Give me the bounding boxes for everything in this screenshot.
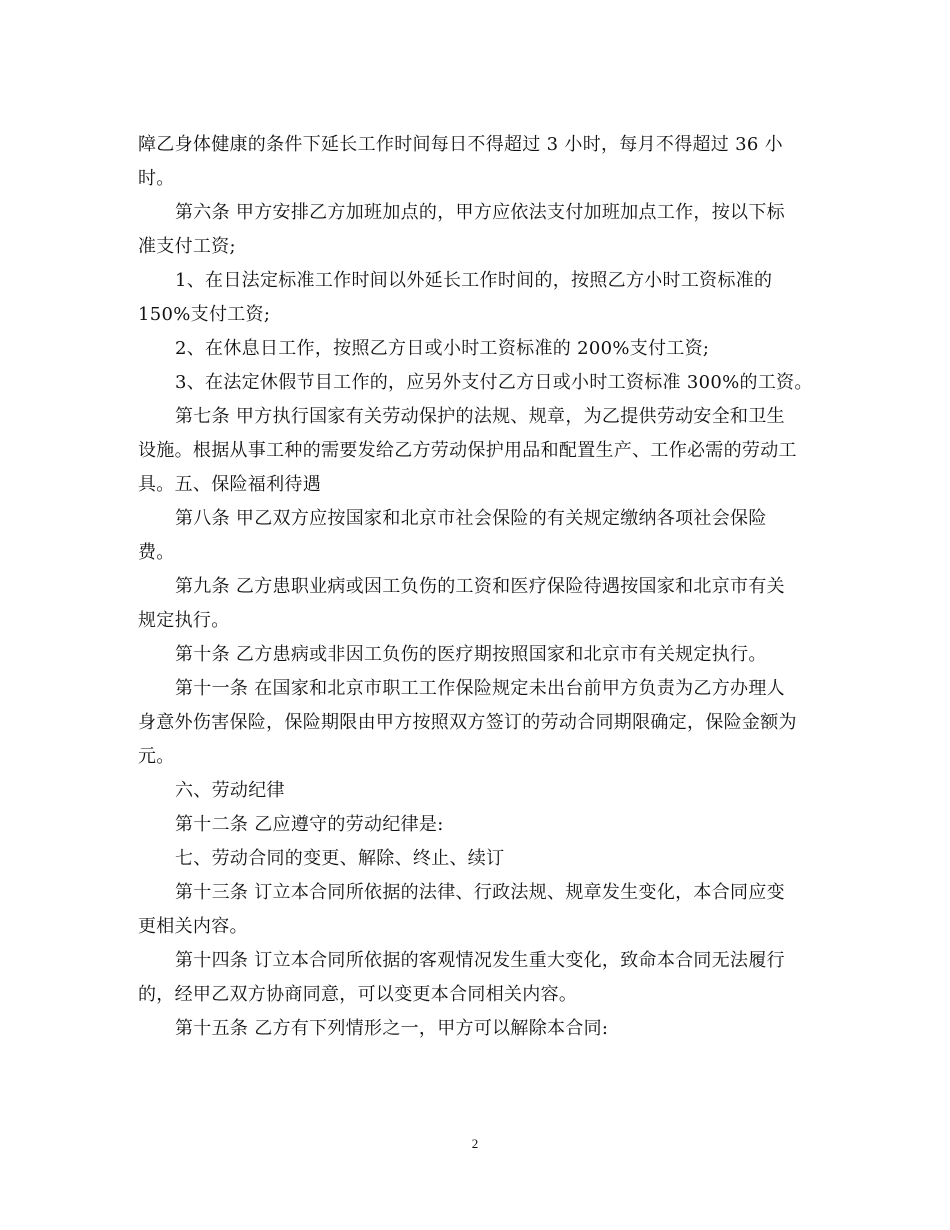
text-line: 准支付工资;: [138, 236, 236, 257]
text-line: 设施。根据从事工种的需要发给乙方劳动保护用品和配置生产、工作必需的劳动工: [138, 440, 797, 461]
text-line: 2、在休息日工作，按照乙方日或小时工资标准的 200%支付工资;: [175, 338, 710, 359]
text-line: 第十三条 订立本合同所依据的法律、行政法规、规章发生变化，本合同应变: [175, 882, 785, 903]
text-line: 3、在法定休假节目工作的，应另外支付乙方日或小时工资标准 300%的工资。: [175, 372, 813, 393]
text-line: 具。五、保险福利待遇: [138, 474, 321, 495]
text-line: 更相关内容。: [138, 916, 248, 937]
text-line: 第十四条 订立本合同所依据的客观情况发生重大变化，致命本合同无法履行: [175, 950, 785, 971]
text-line: 150%支付工资;: [138, 304, 271, 325]
text-line: 的，经甲乙双方协商同意，可以变更本合同相关内容。: [138, 984, 578, 1005]
section-heading: 七、劳动合同的变更、解除、终止、续订: [175, 848, 505, 869]
text-line: 第八条 甲乙双方应按国家和北京市社会保险的有关规定缴纳各项社会保险: [175, 508, 767, 529]
text-line: 第十五条 乙方有下列情形之一，甲方可以解除本合同:: [175, 1018, 609, 1039]
document-body: [138, 128, 814, 1046]
text-line: 第十一条 在国家和北京市职工工作保险规定未出台前甲方负责为乙方办理人: [175, 678, 785, 699]
text-line: 第七条 甲方执行国家有关劳动保护的法规、规章，为乙提供劳动安全和卫生: [175, 406, 785, 427]
text-line: 第六条 甲方安排乙方加班加点的，甲方应依法支付加班加点工作，按以下标: [175, 202, 785, 223]
text-line: 第十条 乙方患病或非因工负伤的医疗期按照国家和北京市有关规定执行。: [175, 644, 767, 665]
text-line: 时。: [138, 168, 175, 189]
text-line: 身意外伤害保险，保险期限由甲方按照双方签订的劳动合同期限确定，保险金额为: [138, 712, 797, 733]
text-line: 第十二条 乙应遵守的劳动纪律是:: [175, 814, 444, 835]
page-number: 2: [471, 1136, 479, 1151]
text-line: 规定执行。: [138, 610, 230, 631]
section-heading: 六、劳动纪律: [175, 780, 285, 801]
text-line: 障乙身体健康的条件下延长工作时间每日不得超过 3 小时，每月不得超过 36 小: [138, 134, 783, 155]
text-line: 1、在日法定标准工作时间以外延长工作时间的，按照乙方小时工资标准的: [175, 270, 773, 291]
text-line: 第九条 乙方患职业病或因工负伤的工资和医疗保险待遇按国家和北京市有关: [175, 576, 785, 597]
text-line: 费。: [138, 542, 175, 563]
text-line: 元。: [138, 746, 175, 767]
